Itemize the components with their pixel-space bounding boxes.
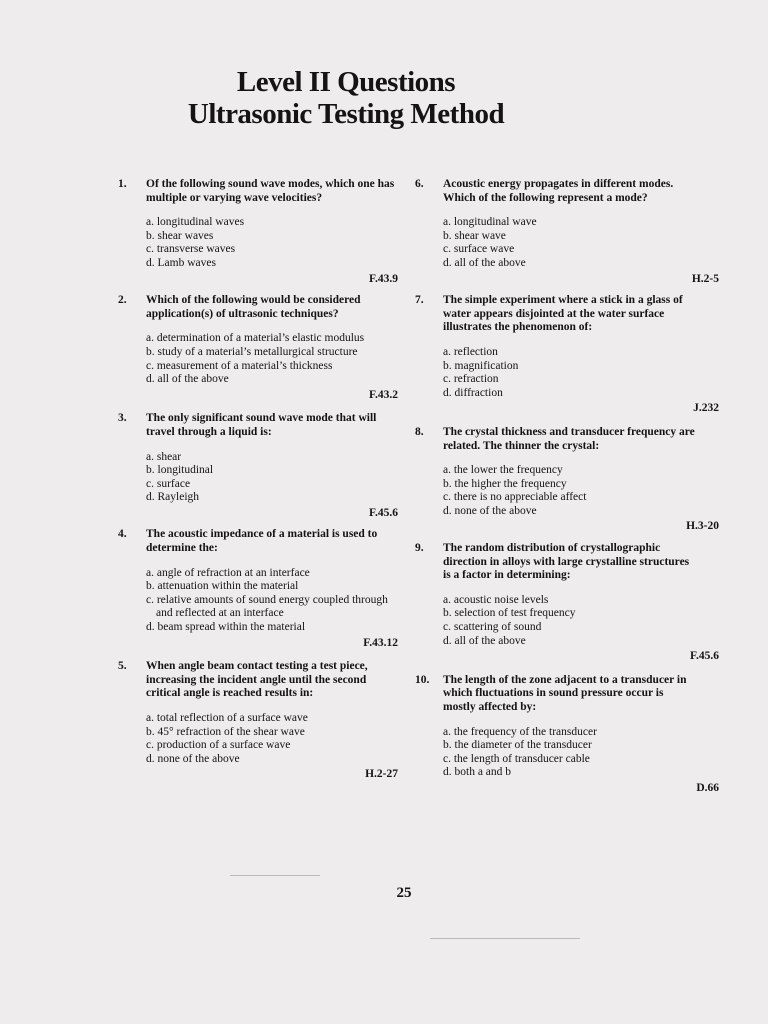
scan-noise <box>230 875 320 876</box>
reference-code: J.232 <box>693 402 719 415</box>
answer-option: b. attenuation within the material <box>146 580 299 593</box>
answer-option: b. longitudinal <box>146 464 214 477</box>
question-text: The acoustic impedance of a material is used to determine the: <box>146 528 378 555</box>
answer-option: b. magnification <box>443 359 519 372</box>
question-item <box>118 294 398 402</box>
question-text: Acoustic energy propagates in different modes. Which of the following represent a mode? <box>443 178 674 204</box>
answer-option: c. scattering of sound <box>443 621 542 634</box>
question-text: The crystal thickness and transducer frequency are related. The thinner the crystal: <box>443 425 695 452</box>
question-item <box>118 178 398 286</box>
question-number: 1. <box>118 178 127 190</box>
answer-option: c. measurement of a material’s thickness <box>146 359 333 372</box>
answer-option: b. the higher the frequency <box>443 477 567 490</box>
right-column <box>415 178 719 796</box>
answer-options <box>146 567 398 635</box>
reference-code: F.43.9 <box>369 272 398 285</box>
page-subtitle: Ultrasonic Testing Method <box>187 98 505 130</box>
page-title: Level II Questions <box>236 66 456 98</box>
question-number: 9. <box>415 542 424 555</box>
answer-option: c. there is no appreciable affect <box>443 491 587 504</box>
question-item <box>415 425 719 534</box>
answer-option: c. surface wave <box>443 243 515 256</box>
question-number: 10. <box>415 673 430 686</box>
reference-code: F.45.6 <box>690 650 719 663</box>
answer-option: a. the lower the frequency <box>443 464 563 477</box>
question-text: The simple experiment where a stick in a glass of water appears disjointed at the water surface illustrates the phenomenon of: <box>443 294 683 334</box>
question-text: Of the following sound wave modes, which one has multiple or varying wave velocities? <box>146 178 395 204</box>
question-item <box>118 660 398 782</box>
reference-code: D.66 <box>696 781 719 794</box>
answer-option: d. all of the above <box>146 373 229 386</box>
answer-options <box>443 216 695 270</box>
answer-option: a. angle of refraction at an interface <box>146 566 310 579</box>
answer-options <box>443 726 695 780</box>
question-item <box>415 178 719 286</box>
page-number: 25 <box>396 885 412 901</box>
answer-options <box>146 216 398 270</box>
question-number: 2. <box>118 294 127 307</box>
answer-option: a. total reflection of a surface wave <box>146 712 308 724</box>
reference-code: F.45.6 <box>369 506 398 519</box>
answer-option: d. all of the above <box>443 634 526 647</box>
question-number: 6. <box>415 178 424 190</box>
question-number: 5. <box>118 660 127 673</box>
question-number: 3. <box>118 412 127 425</box>
answer-option: d. none of the above <box>443 504 537 517</box>
question-number: 8. <box>415 425 424 438</box>
answer-option: c. the length of transducer cable <box>443 752 590 765</box>
answer-option: b. 45° refraction of the shear wave <box>146 725 305 738</box>
answer-option: d. none of the above <box>146 752 240 765</box>
question-number: 7. <box>415 294 424 307</box>
answer-option: d. all of the above <box>443 256 526 269</box>
answer-options <box>443 594 695 648</box>
answer-option: a. shear <box>146 450 182 463</box>
question-text: Which of the following would be considered application(s) of ultrasonic techniques? <box>146 294 361 320</box>
reference-code: F.43.12 <box>363 636 398 649</box>
question-item <box>415 673 719 796</box>
answer-option: b. shear wave <box>443 229 506 242</box>
answer-option: d. diffraction <box>443 386 503 399</box>
answer-option: c. relative amounts of sound energy coupled through and reflected at an interface <box>146 593 388 620</box>
answer-option: b. selection of test frequency <box>443 607 576 620</box>
answer-options <box>443 464 695 518</box>
question-text: The length of the zone adjacent to a transducer in which fluctuations in sound pressure occur is mostly affected by: <box>443 673 687 713</box>
answer-option: d. beam spread within the material <box>146 621 306 634</box>
question-text: The random distribution of crystallographic direction in alloys with large crystalline structures is a factor in determining: <box>443 542 690 582</box>
reference-code: H.3-20 <box>686 520 719 533</box>
question-text: When angle beam contact testing a test piece, increasing the incident angle until the second critical angle is reached results in: <box>146 660 368 700</box>
answer-options <box>146 332 398 386</box>
answer-option: c. production of a surface wave <box>146 739 291 752</box>
answer-option: d. both a and b <box>443 766 512 779</box>
answer-options <box>146 451 398 505</box>
answer-option: d. Lamb waves <box>146 256 216 269</box>
question-text: The only significant sound wave mode that will travel through a liquid is: <box>146 412 377 438</box>
answer-option: b. shear waves <box>146 229 214 242</box>
answer-option: a. acoustic noise levels <box>443 593 549 606</box>
answer-option: a. reflection <box>443 345 498 358</box>
answer-option: a. longitudinal wave <box>443 216 537 229</box>
reference-code: F.43.2 <box>369 388 398 401</box>
answer-option: a. longitudinal waves <box>146 216 245 229</box>
reference-code: H.2-27 <box>365 768 398 781</box>
question-item <box>118 412 398 520</box>
question-item <box>415 542 719 664</box>
answer-option: d. Rayleigh <box>146 491 200 504</box>
answer-option: c. refraction <box>443 373 499 386</box>
answer-option: b. the diameter of the transducer <box>443 739 592 752</box>
question-item <box>415 294 719 416</box>
answer-option: c. surface <box>146 477 191 490</box>
scan-noise <box>430 938 580 939</box>
answer-option: c. transverse waves <box>146 243 236 256</box>
left-column <box>118 178 398 782</box>
question-number: 4. <box>118 528 127 541</box>
answer-options <box>443 346 695 400</box>
answer-option: a. the frequency of the transducer <box>443 725 597 738</box>
reference-code: H.2-5 <box>691 272 719 285</box>
answer-options <box>146 712 398 766</box>
answer-option: b. study of a material’s metallurgical structure <box>146 345 358 358</box>
question-item <box>118 528 398 650</box>
answer-option: a. determination of a material’s elastic modulus <box>146 332 365 345</box>
